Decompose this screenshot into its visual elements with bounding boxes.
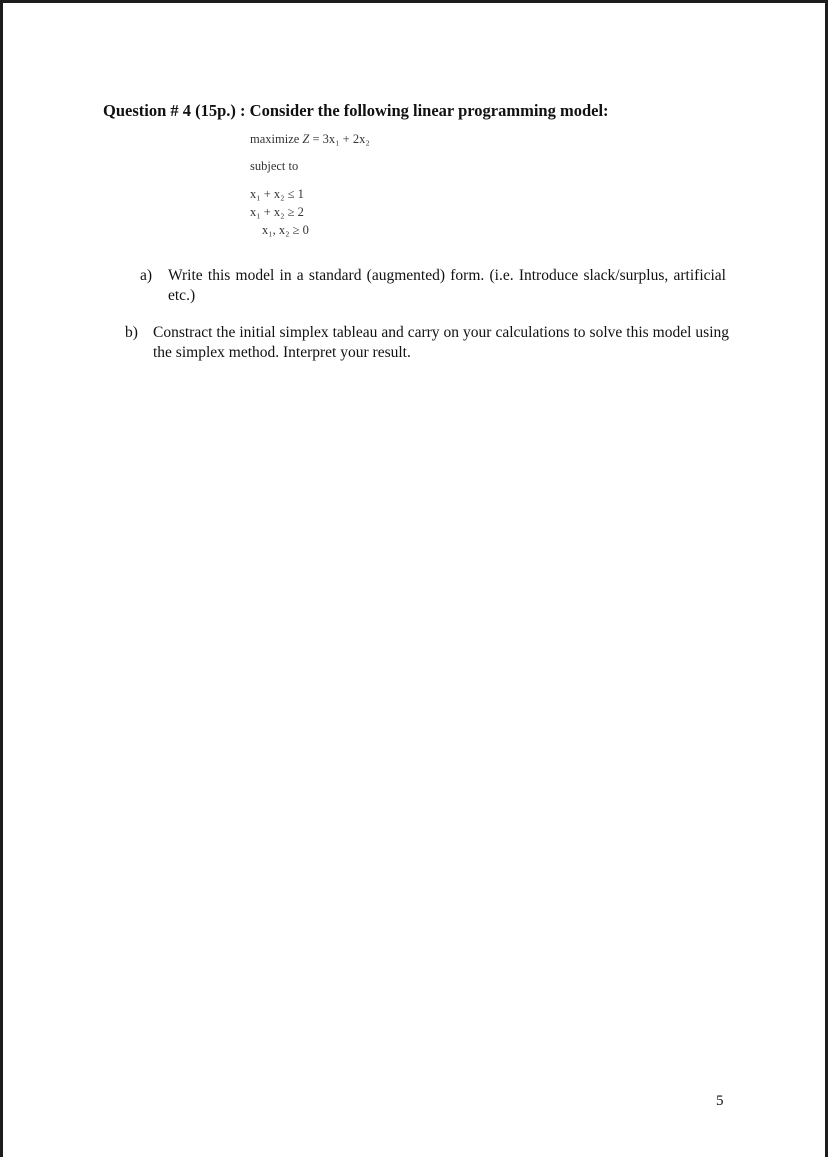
subject-to-label: subject to [250,159,299,173]
document-page [3,3,825,1157]
part-b-marker: b) [125,324,138,341]
objective-function [250,132,370,147]
constraint-1: x₁ + x₂ ≤ 1 [250,187,304,201]
part-b-text: Constract the initial simplex tableau and carry on your calculations to solve this model using the simplex method. Interpret your result. [153,324,729,361]
part-a-marker: a) [140,267,153,284]
constraint-2: x₁ + x₂ ≥ 2 [250,205,304,219]
part-b [125,323,729,363]
objective-prefix: maximize [250,132,300,146]
page-number: 5 [716,1093,724,1109]
part-a-text: Write this model in a standard (augmented) form. (i.e. Introduce slack/surplus, artificial etc.) [168,267,726,304]
objective-expression: = 3x₁ + 2x₂ [312,132,370,146]
part-a [140,266,726,306]
nonnegativity-constraint: x₁, x₂ ≥ 0 [262,223,309,237]
objective-variable: Z [302,132,310,146]
question-title: Question # 4 (15p.) : Consider the following linear programming model: [103,101,609,120]
